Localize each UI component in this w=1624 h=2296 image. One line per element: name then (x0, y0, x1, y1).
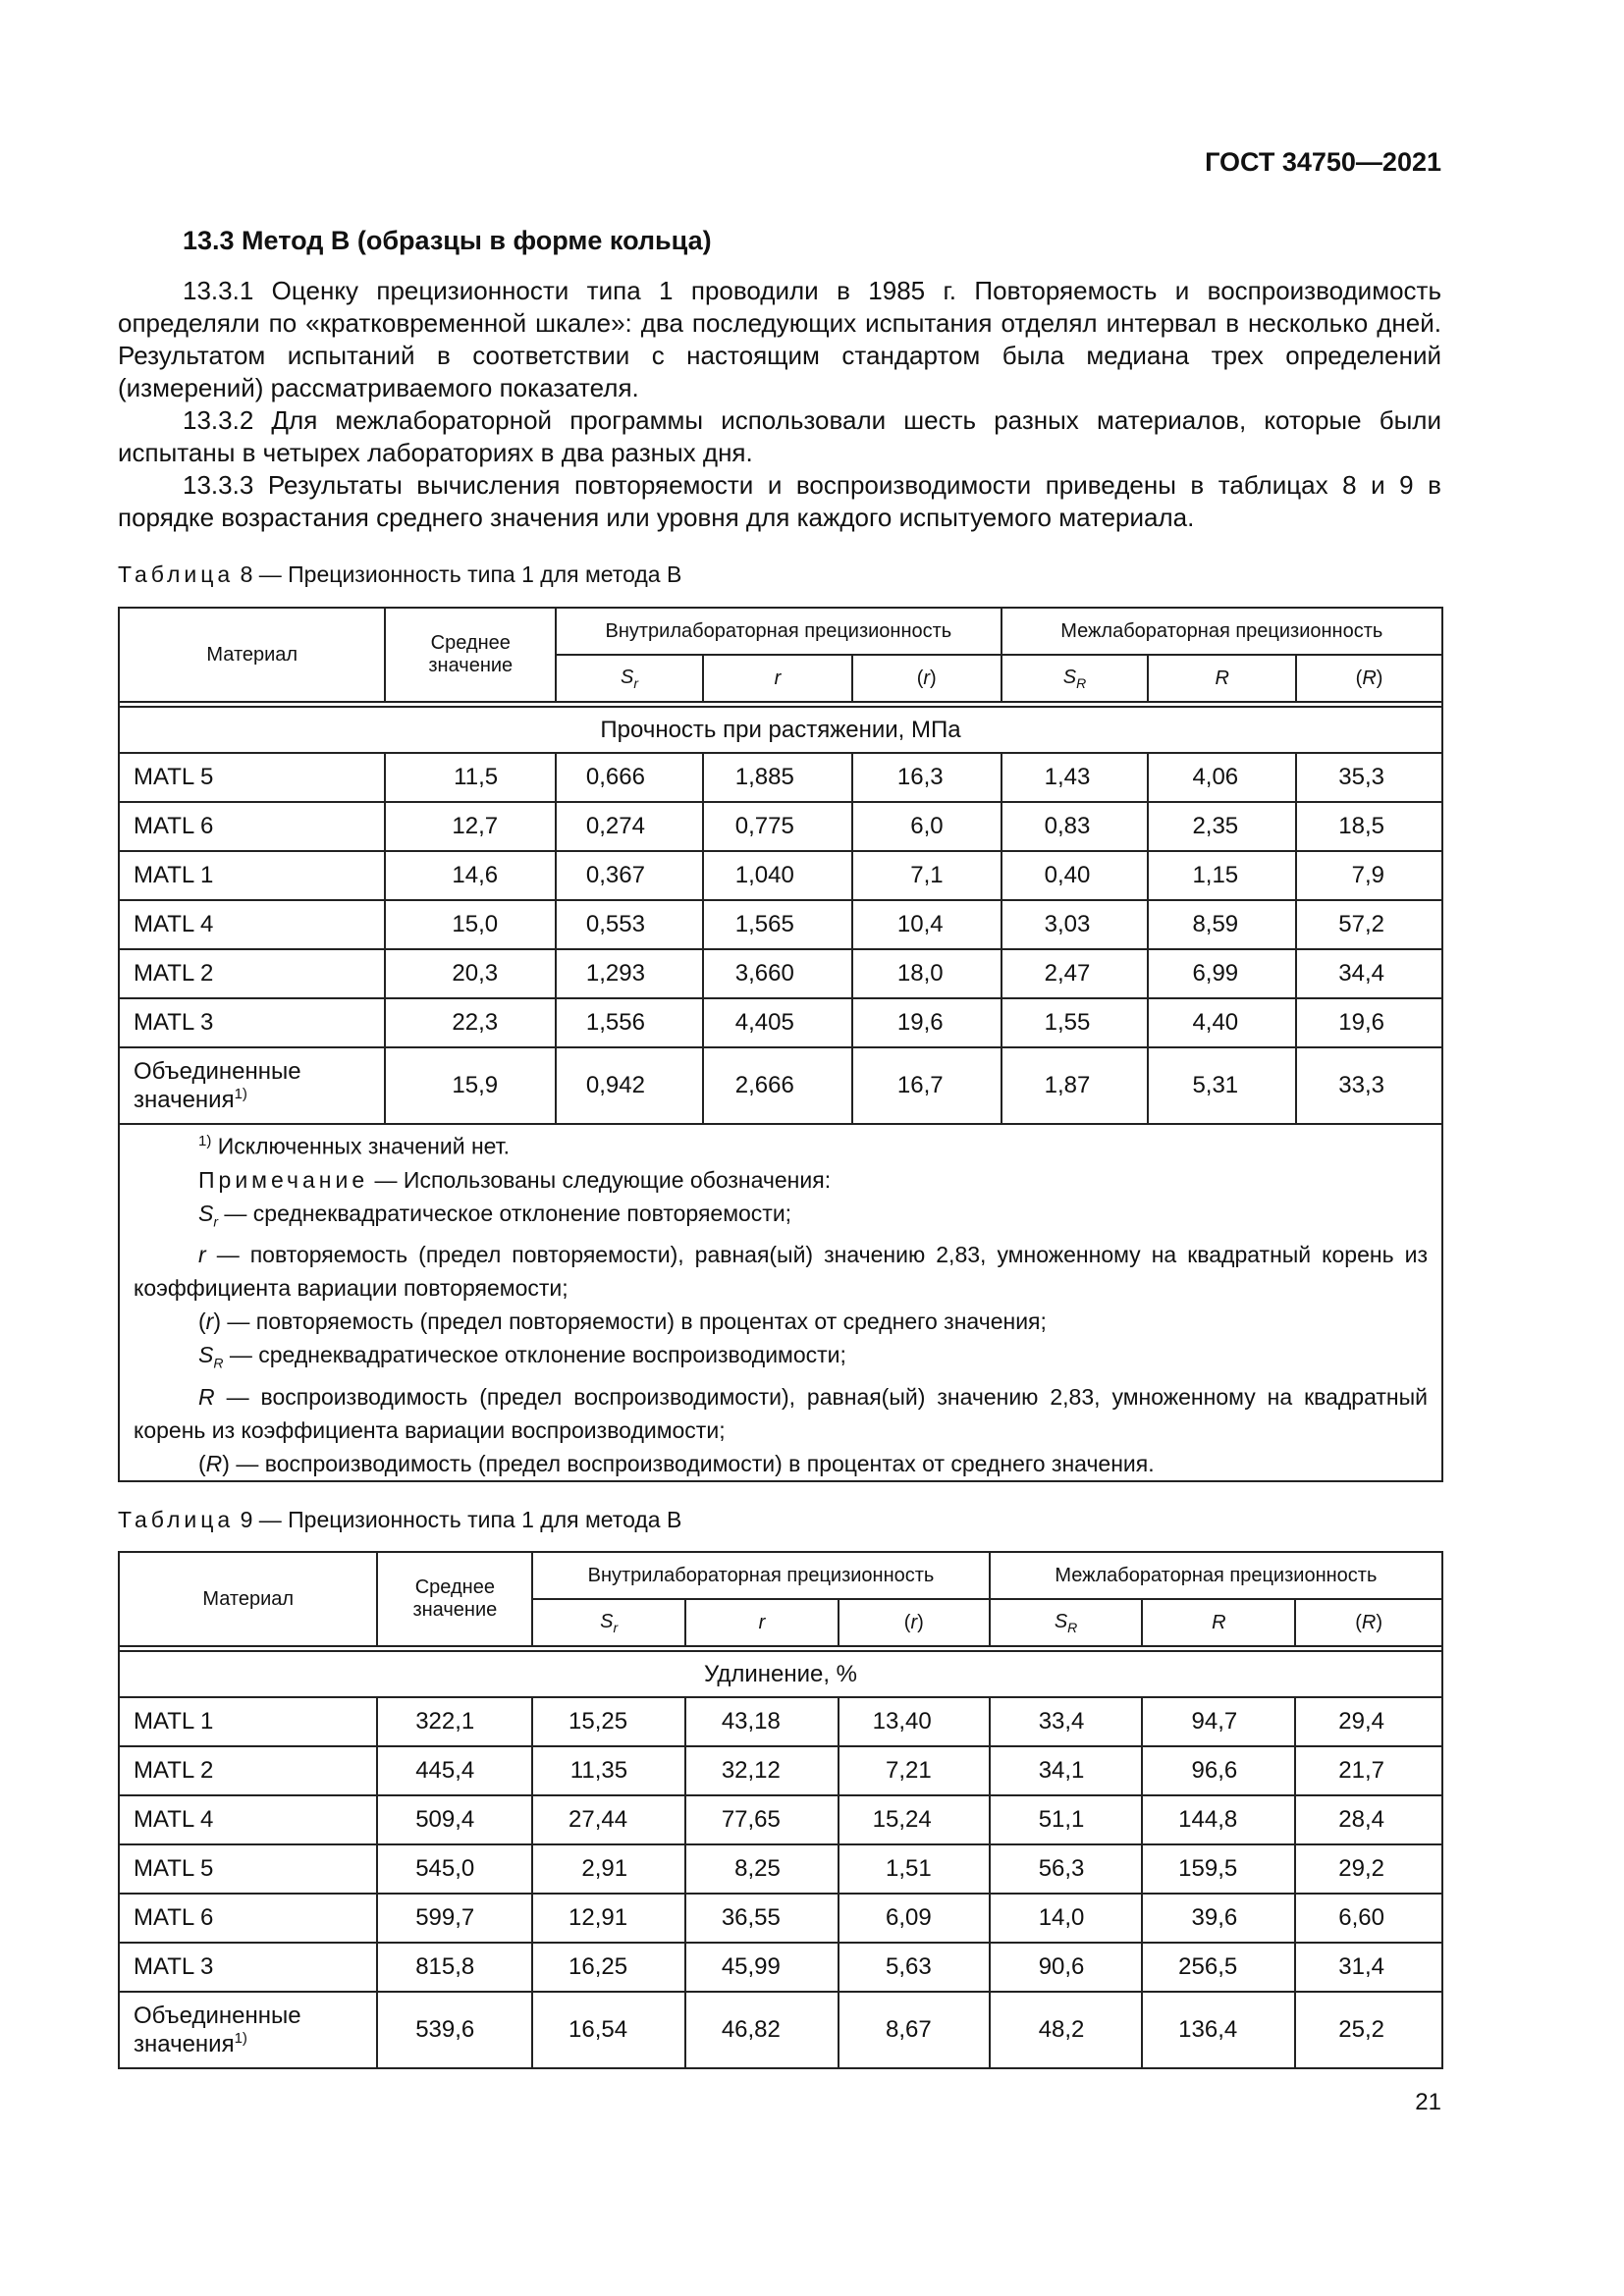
table8-col-sR: $S_R$ (1001, 655, 1149, 702)
value-cell: 2,35 (1148, 802, 1296, 851)
material-cell: MATL 1 (119, 851, 385, 900)
cell: 16,7 (852, 1047, 1001, 1124)
paragraph-13-3-1: 13.3.1 Оценку прецизионности типа 1 проводили в 1985 г. Повторяемость и воспроизводимость определяли по «кратковременной шкале»: два последующих испытания отделял интервал в несколько дней. Результатом испытаний в соответствии с настоящим стандартом была медиана трех определений (измерений) рассматриваемого показателя. (118, 276, 1441, 402)
value-cell: 1,293 (556, 949, 703, 998)
table9-combined-label: Объединенные значения$^{1)}$ (119, 1992, 377, 2068)
table9 (118, 1551, 1443, 2069)
value-cell: 34,4 (1296, 949, 1442, 998)
value-cell: 14,0 (990, 1894, 1143, 1943)
material-cell: MATL 3 (119, 998, 385, 1047)
value-cell: 29,4 (1295, 1697, 1442, 1746)
value-cell: 32,12 (685, 1746, 839, 1795)
material-cell: MATL 2 (119, 949, 385, 998)
table9-section-label: Удлинение, % (119, 1651, 1442, 1697)
cell: 48,2 (990, 1992, 1143, 2068)
value-cell: 16,25 (532, 1943, 685, 1992)
value-cell: 1,040 (703, 851, 852, 900)
table-row (119, 1746, 1442, 1795)
table9-header-row-1 (119, 1552, 1442, 1599)
value-cell: 159,5 (1142, 1844, 1295, 1894)
value-cell: 144,8 (1142, 1795, 1295, 1844)
value-cell: 39,6 (1142, 1894, 1295, 1943)
value-cell: 0,83 (1001, 802, 1149, 851)
value-cell: 7,1 (852, 851, 1001, 900)
mean-line2: значение (428, 655, 514, 676)
value-cell: 256,5 (1142, 1943, 1295, 1992)
value-cell: 815,8 (377, 1943, 532, 1992)
cell: 46,82 (685, 1992, 839, 2068)
value-cell: 1,15 (1148, 851, 1296, 900)
material-cell: MATL 6 (119, 802, 385, 851)
value-cell: 57,2 (1296, 900, 1442, 949)
mean-line1: Среднее (414, 1576, 495, 1598)
material-cell: MATL 5 (119, 753, 385, 802)
value-cell: 18,5 (1296, 802, 1442, 851)
value-cell: 4,405 (703, 998, 852, 1047)
value-cell: 19,6 (1296, 998, 1442, 1047)
table-row (119, 802, 1442, 851)
table9-col-within-lab: Внутрилабораторная прецизионность (532, 1552, 989, 1599)
table8-col-mean (385, 608, 556, 702)
table8-col-paren-R: (R) (1296, 655, 1442, 702)
table8-section-label: Прочность при растяжении, МПа (119, 707, 1442, 753)
table8-combined-row (119, 1047, 1442, 1124)
value-cell: 14,6 (385, 851, 556, 900)
value-cell: 0,775 (703, 802, 852, 851)
value-cell: 2,47 (1001, 949, 1149, 998)
value-cell: 35,3 (1296, 753, 1442, 802)
table8-caption-word: Таблица (118, 561, 235, 587)
value-cell: 11,35 (532, 1746, 685, 1795)
table9-col-r: r (685, 1599, 839, 1646)
cell: 136,4 (1142, 1992, 1295, 2068)
table-row (119, 1697, 1442, 1746)
value-cell: 43,18 (685, 1697, 839, 1746)
value-cell: 1,55 (1001, 998, 1149, 1047)
value-cell: 1,51 (839, 1844, 990, 1894)
mean-line2: значение (412, 1599, 498, 1621)
material-cell: MATL 4 (119, 1795, 377, 1844)
value-cell: 28,4 (1295, 1795, 1442, 1844)
value-cell: 1,43 (1001, 753, 1149, 802)
table-row (119, 1844, 1442, 1894)
value-cell: 22,3 (385, 998, 556, 1047)
table8-col-material: Материал (119, 608, 385, 702)
table8-col-paren-r: (r) (852, 655, 1001, 702)
cell: 33,3 (1296, 1047, 1442, 1124)
material-cell: MATL 1 (119, 1697, 377, 1746)
value-cell: 94,7 (1142, 1697, 1295, 1746)
value-cell: 8,25 (685, 1844, 839, 1894)
table-row (119, 1943, 1442, 1992)
value-cell: 15,25 (532, 1697, 685, 1746)
value-cell: 15,0 (385, 900, 556, 949)
material-cell: MATL 3 (119, 1943, 377, 1992)
table8-col-within-lab: Внутрилабораторная прецизионность (556, 608, 1001, 655)
table8-notes (119, 1124, 1442, 1481)
value-cell: 6,60 (1295, 1894, 1442, 1943)
value-cell: 18,0 (852, 949, 1001, 998)
table-row (119, 1894, 1442, 1943)
cell: 25,2 (1295, 1992, 1442, 2068)
table9-caption-word: Таблица (118, 1507, 235, 1532)
value-cell: 0,40 (1001, 851, 1149, 900)
value-cell: 10,4 (852, 900, 1001, 949)
cell: 16,54 (532, 1992, 685, 2068)
table9-col-paren-R: (R) (1295, 1599, 1442, 1646)
value-cell: 11,5 (385, 753, 556, 802)
table8-combined-label: Объединенные значения$^{1)}$ (119, 1047, 385, 1124)
table8-notes-row (119, 1124, 1442, 1481)
table8-col-R: R (1148, 655, 1296, 702)
value-cell: 7,9 (1296, 851, 1442, 900)
value-cell: 1,885 (703, 753, 852, 802)
value-cell: 1,565 (703, 900, 852, 949)
section-heading: 13.3 Метод В (образцы в форме кольца) (183, 226, 712, 255)
value-cell: 0,274 (556, 802, 703, 851)
table-row (119, 900, 1442, 949)
table9-col-mean (377, 1552, 532, 1646)
table9-section-row (119, 1651, 1442, 1697)
paragraph-13-3-2: 13.3.2 Для межлабораторной программы использовали шесть разных материалов, которые были испытаны в четырех лабораториях в два разных дня. (118, 405, 1441, 467)
cell: 8,67 (839, 1992, 990, 2068)
value-cell: 90,6 (990, 1943, 1143, 1992)
value-cell: 31,4 (1295, 1943, 1442, 1992)
value-cell: 445,4 (377, 1746, 532, 1795)
value-cell: 27,44 (532, 1795, 685, 1844)
cell: 539,6 (377, 1992, 532, 2068)
value-cell: 45,99 (685, 1943, 839, 1992)
material-cell: MATL 6 (119, 1894, 377, 1943)
value-cell: 322,1 (377, 1697, 532, 1746)
table8-section-row (119, 707, 1442, 753)
value-cell: 4,40 (1148, 998, 1296, 1047)
table8-caption-text: 8 — Прецизионность типа 1 для метода В (240, 561, 682, 587)
table-row (119, 753, 1442, 802)
material-cell: MATL 4 (119, 900, 385, 949)
table8-col-r: r (703, 655, 852, 702)
value-cell: 34,1 (990, 1746, 1143, 1795)
table8 (118, 607, 1443, 1482)
table8-col-between-lab: Межлабораторная прецизионность (1001, 608, 1442, 655)
value-cell: 12,91 (532, 1894, 685, 1943)
value-cell: 96,6 (1142, 1746, 1295, 1795)
section-body (118, 275, 1441, 534)
standard-code: ГОСТ 34750—2021 (1205, 147, 1441, 177)
footnote: $^{1)}$ Исключенных значений нет. (198, 1133, 511, 1159)
paragraph-13-3-3: 13.3.3 Результаты вычисления повторяемости и воспроизводимости приведены в таблицах 8 и 9 в порядке возрастания среднего значения или уровня для каждого испытуемого материала. (118, 470, 1441, 532)
table9-col-sr: $S_r$ (532, 1599, 685, 1646)
page-number: 21 (1415, 2089, 1441, 2115)
table-row (119, 998, 1442, 1047)
note-heading: Примечание — Использованы следующие обозначения: (198, 1166, 832, 1193)
cell: 5,31 (1148, 1047, 1296, 1124)
value-cell: 15,24 (839, 1795, 990, 1844)
table9-col-between-lab: Межлабораторная прецизионность (990, 1552, 1442, 1599)
value-cell: 51,1 (990, 1795, 1143, 1844)
note-sr: $S_r$ — среднеквадратическое отклонение повторяемости; (198, 1200, 792, 1230)
material-cell: MATL 5 (119, 1844, 377, 1894)
table9-combined-row (119, 1992, 1442, 2068)
cell: 0,942 (556, 1047, 703, 1124)
value-cell: 509,4 (377, 1795, 532, 1844)
value-cell: 6,99 (1148, 949, 1296, 998)
note-R: R — воспроизводимость (предел воспроизводимости), равная(ый) значению 2,83, умноженному на квадратный корень из коэффициента вариации воспроизводимости; (134, 1383, 1428, 1443)
value-cell: 5,63 (839, 1943, 990, 1992)
value-cell: 545,0 (377, 1844, 532, 1894)
table9-caption (118, 1507, 681, 1533)
value-cell: 77,65 (685, 1795, 839, 1844)
note-paren-R: (R) — воспроизводимость (предел воспроизводимости) в процентах от среднего значения. (198, 1450, 1155, 1476)
table8-header-row-1 (119, 608, 1442, 655)
value-cell: 33,4 (990, 1697, 1143, 1746)
table9-col-material: Материал (119, 1552, 377, 1646)
value-cell: 4,06 (1148, 753, 1296, 802)
value-cell: 13,40 (839, 1697, 990, 1746)
table9-body (119, 1697, 1442, 1992)
table8-col-sr: $S_r$ (556, 655, 703, 702)
note-sR: $S_R$ — среднеквадратическое отклонение воспроизводимости; (198, 1342, 846, 1371)
value-cell: 599,7 (377, 1894, 532, 1943)
value-cell: 56,3 (990, 1844, 1143, 1894)
value-cell: 3,660 (703, 949, 852, 998)
value-cell: 20,3 (385, 949, 556, 998)
table8-caption (118, 561, 681, 588)
value-cell: 12,7 (385, 802, 556, 851)
value-cell: 6,09 (839, 1894, 990, 1943)
cell: 15,9 (385, 1047, 556, 1124)
material-cell: MATL 2 (119, 1746, 377, 1795)
value-cell: 3,03 (1001, 900, 1149, 949)
value-cell: 0,553 (556, 900, 703, 949)
value-cell: 0,367 (556, 851, 703, 900)
table-row (119, 1795, 1442, 1844)
table9-caption-text: 9 — Прецизионность типа 1 для метода В (240, 1507, 682, 1532)
value-cell: 7,21 (839, 1746, 990, 1795)
value-cell: 8,59 (1148, 900, 1296, 949)
table9-col-R: R (1142, 1599, 1295, 1646)
table8-body (119, 753, 1442, 1047)
cell: 2,666 (703, 1047, 852, 1124)
table-row (119, 949, 1442, 998)
cell: 1,87 (1001, 1047, 1149, 1124)
value-cell: 1,556 (556, 998, 703, 1047)
value-cell: 36,55 (685, 1894, 839, 1943)
table-row (119, 851, 1442, 900)
table9-col-sR: $S_R$ (990, 1599, 1143, 1646)
note-r: r — повторяемость (предел повторяемости), равная(ый) значению 2,83, умноженному на квадратный корень из коэффициента вариации повторяемости; (134, 1242, 1428, 1302)
value-cell: 0,666 (556, 753, 703, 802)
value-cell: 21,7 (1295, 1746, 1442, 1795)
value-cell: 19,6 (852, 998, 1001, 1047)
value-cell: 6,0 (852, 802, 1001, 851)
value-cell: 29,2 (1295, 1844, 1442, 1894)
value-cell: 16,3 (852, 753, 1001, 802)
mean-line1: Среднее (430, 632, 511, 654)
note-paren-r: (r) — повторяемость (предел повторяемости) в процентах от среднего значения; (198, 1308, 1047, 1335)
table9-col-paren-r: (r) (839, 1599, 990, 1646)
value-cell: 2,91 (532, 1844, 685, 1894)
